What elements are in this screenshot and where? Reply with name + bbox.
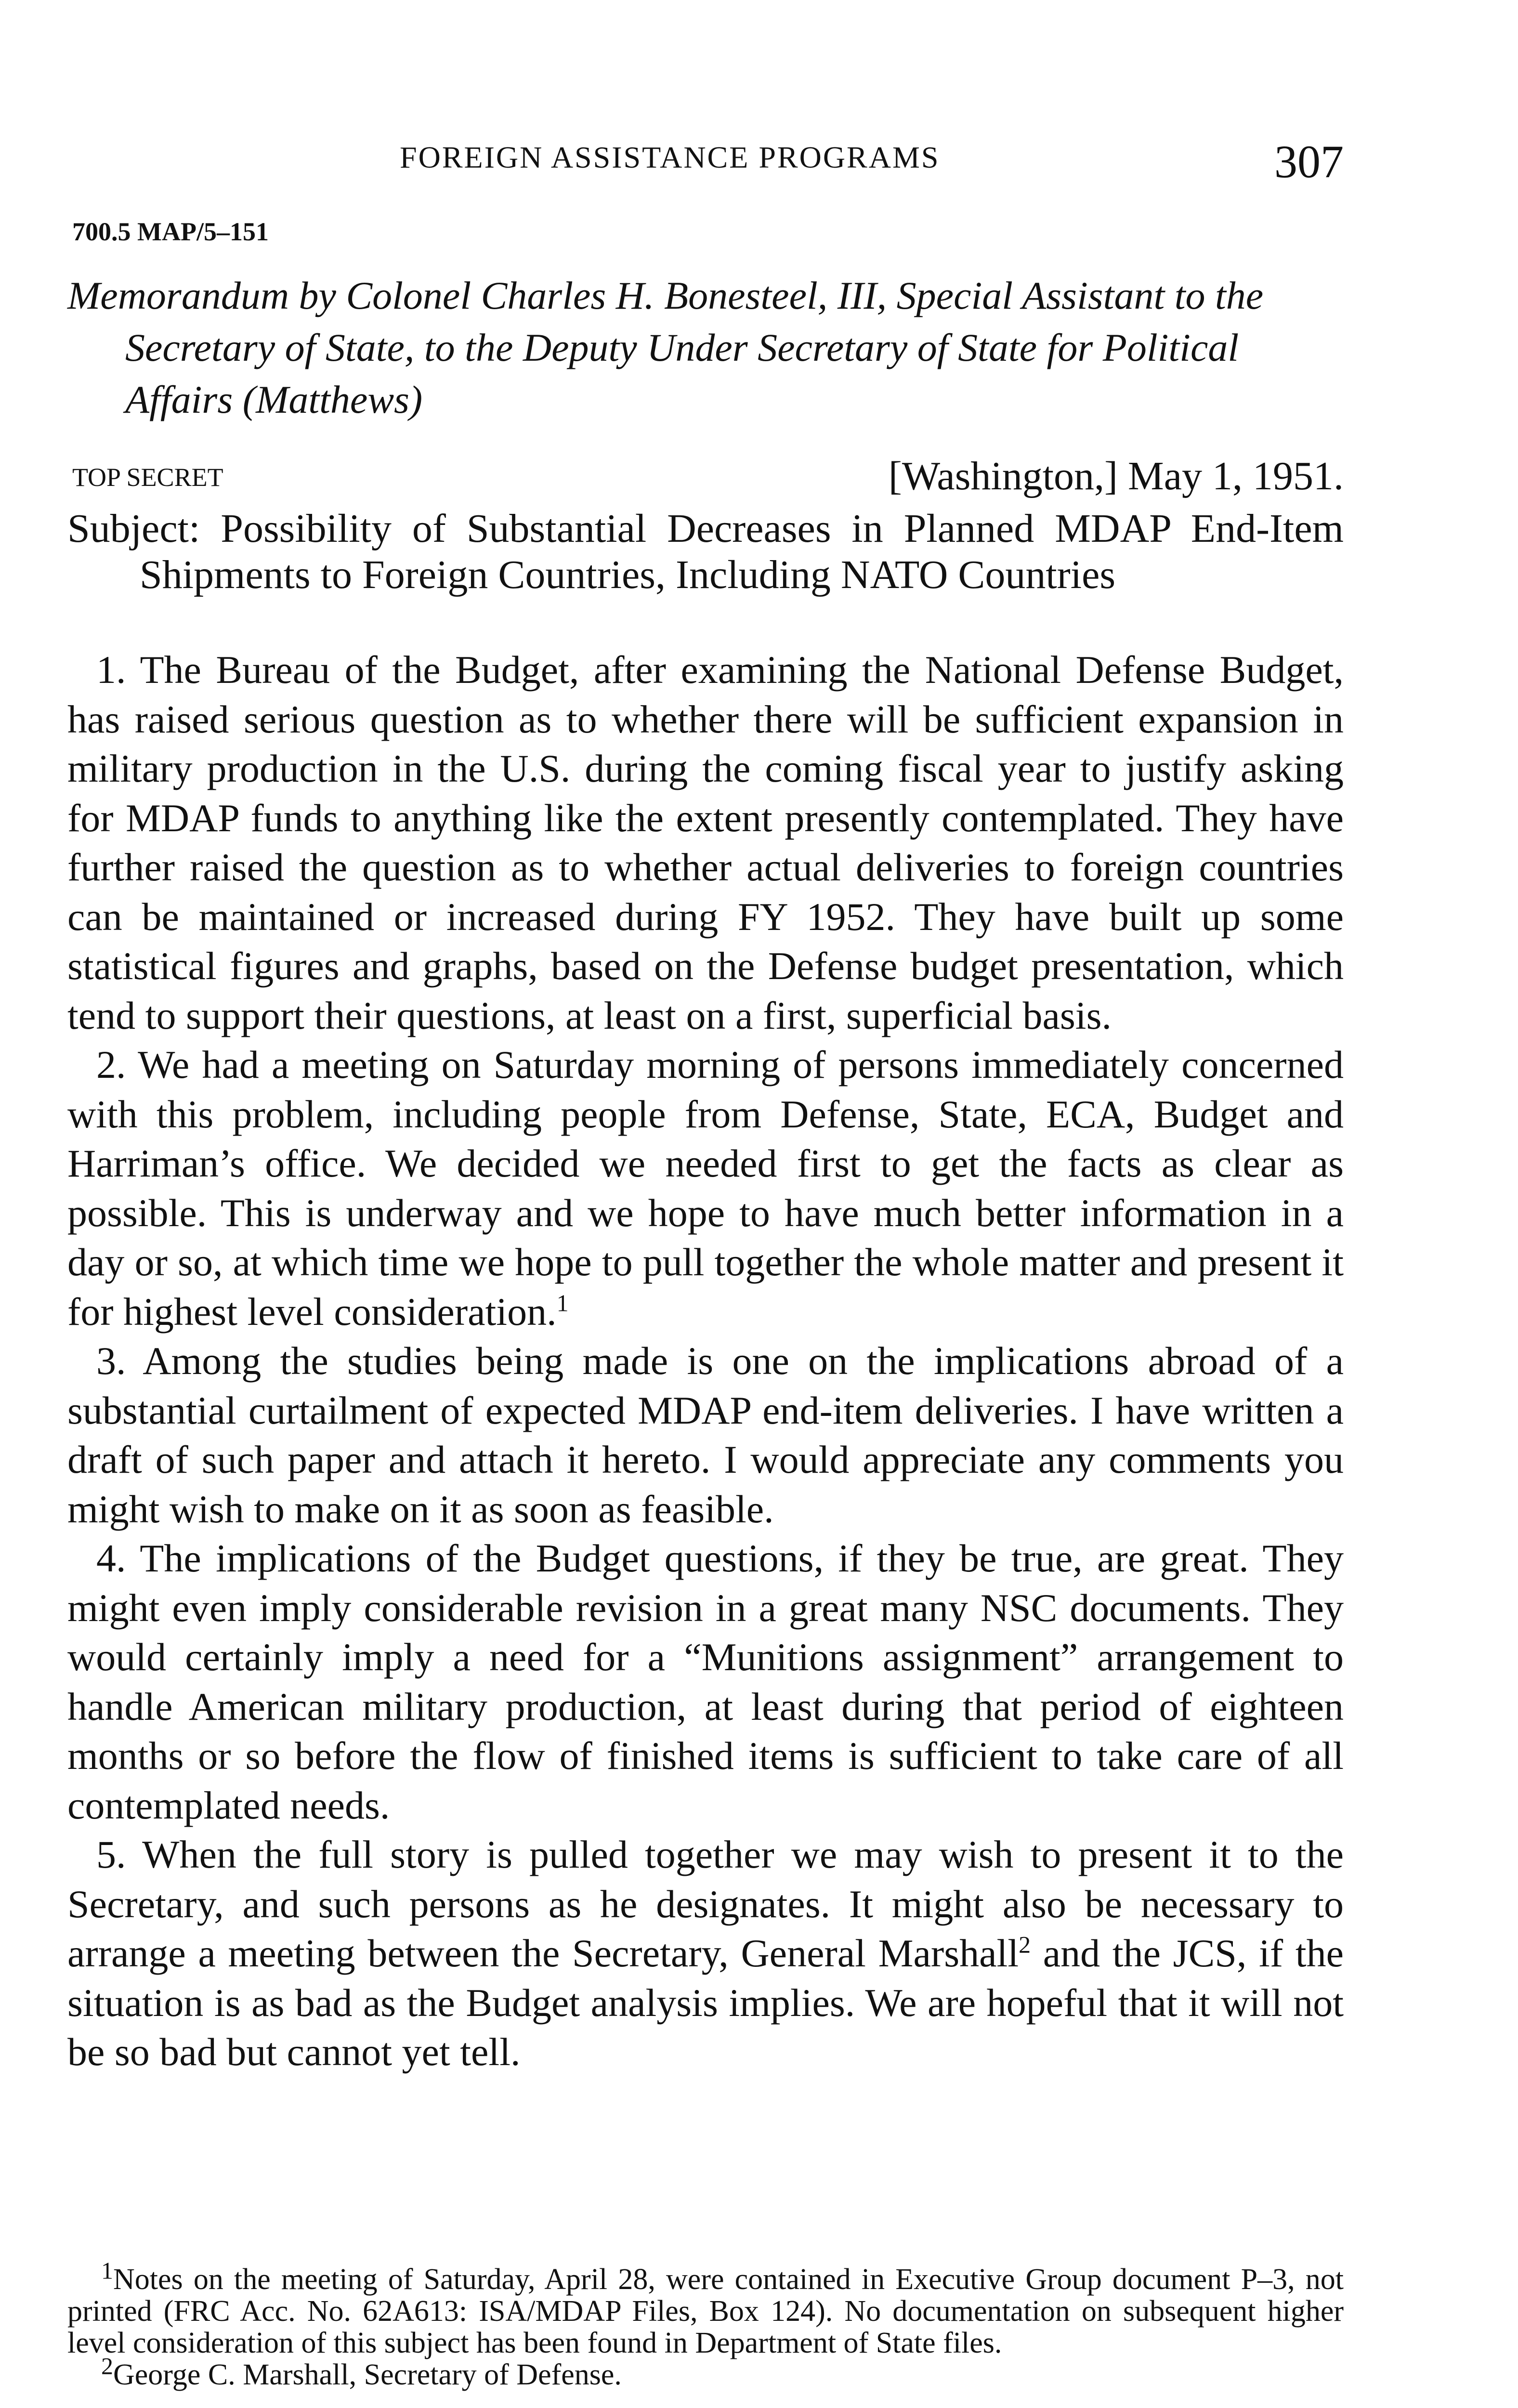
page-number: 307 [1274, 136, 1344, 187]
footnote-ref-2[interactable]: 2 [1019, 1931, 1031, 1958]
footnote-ref-1[interactable]: 1 [556, 1289, 569, 1317]
paragraph-2 [67, 1040, 1344, 1336]
footnote-1-marker: 1 [101, 2257, 113, 2284]
paragraph-4-text: 4. The implications of the Budget questions, if they be true, are great. They might even imply considerable revision in a great many NSC documents. They would certainly imply a need for a “Munitions assignment” arrangement to handle American military production, at least during that period of eighteen months or so before the flow of finished items is sufficient to take care of all contemplated needs. [67, 1536, 1344, 1827]
document-page [67, 0, 1344, 2408]
footnote-2-marker: 2 [101, 2352, 113, 2380]
footnote-2-text: George C. Marshall, Secretary of Defense. [113, 2358, 622, 2391]
paragraph-1 [67, 645, 1344, 1040]
paragraph-2-text: 2. We had a meeting on Saturday morning of persons immediately concerned with this problem, including people from Defense, State, ECA, Budget and Harriman’s office. We decided we needed first to get the facts as clear as possible. This is underway and we hope to have much better information in a day or so, at which time we hope to pull together the whole matter and present it for highest level consideration. [67, 1043, 1344, 1334]
dateline: [Washington,] May 1, 1951. [888, 454, 1344, 498]
footnote-2 [67, 2352, 1344, 2391]
memo-body [67, 645, 1344, 2077]
paragraph-3-text: 3. Among the studies being made is one on the implications abroad of a substantial curtailment of expected MDAP end-item deliveries. I have written a draft of such paper and attach it hereto. I would appreciate any comments you might wish to make on it as soon as feasible. [67, 1339, 1344, 1531]
paragraph-1-text: 1. The Bureau of the Budget, after examining the National Defense Budget, has raised serious question as to whether there will be sufficient expansion in military production in the U.S. during the coming fiscal year to justify asking for MDAP funds to anything like the extent presently contemplated. They have further raised the question as to whether actual deliveries to foreign countries can be maintained or increased during FY 1952. They have built up some statistical figures and graphs, based on the Defense budget presentation, which tend to support their questions, at least on a first, superficial basis. [67, 648, 1344, 1037]
footnote-1 [67, 2257, 1344, 2359]
footnotes [67, 2257, 1344, 2391]
paragraph-4 [67, 1534, 1344, 1830]
running-title: FOREIGN ASSISTANCE PROGRAMS [400, 140, 940, 174]
classification-marking: TOP SECRET [72, 463, 223, 492]
paragraph-5 [67, 1830, 1344, 2077]
page-header [67, 135, 1344, 193]
paragraph-5-text-after: and the JCS, if the situation is as bad as the Budget analysis implies. We are hopeful that it will not be so bad but cannot yet tell. [67, 1931, 1344, 2074]
footnote-1-text: Notes on the meeting of Saturday, April 28, were contained in Executive Group document P–3, not printed (FRC Acc. No. 62A613: ISA/MDAP Files, Box 124). No documentation on subsequent higher level consideration of this subject has been found in Department of State files. [67, 2263, 1344, 2359]
paragraph-5-text-before: 5. When the full story is pulled together we may wish to present it to the Secretary, and such persons as he designates. It might also be necessary to arrange a meeting between the Secretary, General Marshall [67, 1832, 1344, 1975]
paragraph-3 [67, 1336, 1344, 1534]
file-reference: 700.5 MAP/5–151 [72, 217, 269, 246]
document-title: Memorandum by Colonel Charles H. Bonesteel, III, Special Assistant to the Secretary of State, to the Deputy Under Secretary of State for Political Affairs (Matthews) [67, 274, 1264, 421]
subject-line: Subject: Possibility of Substantial Decreases in Planned MDAP End-Item Shipments to Foreign Countries, Including NATO Countries [67, 506, 1344, 597]
